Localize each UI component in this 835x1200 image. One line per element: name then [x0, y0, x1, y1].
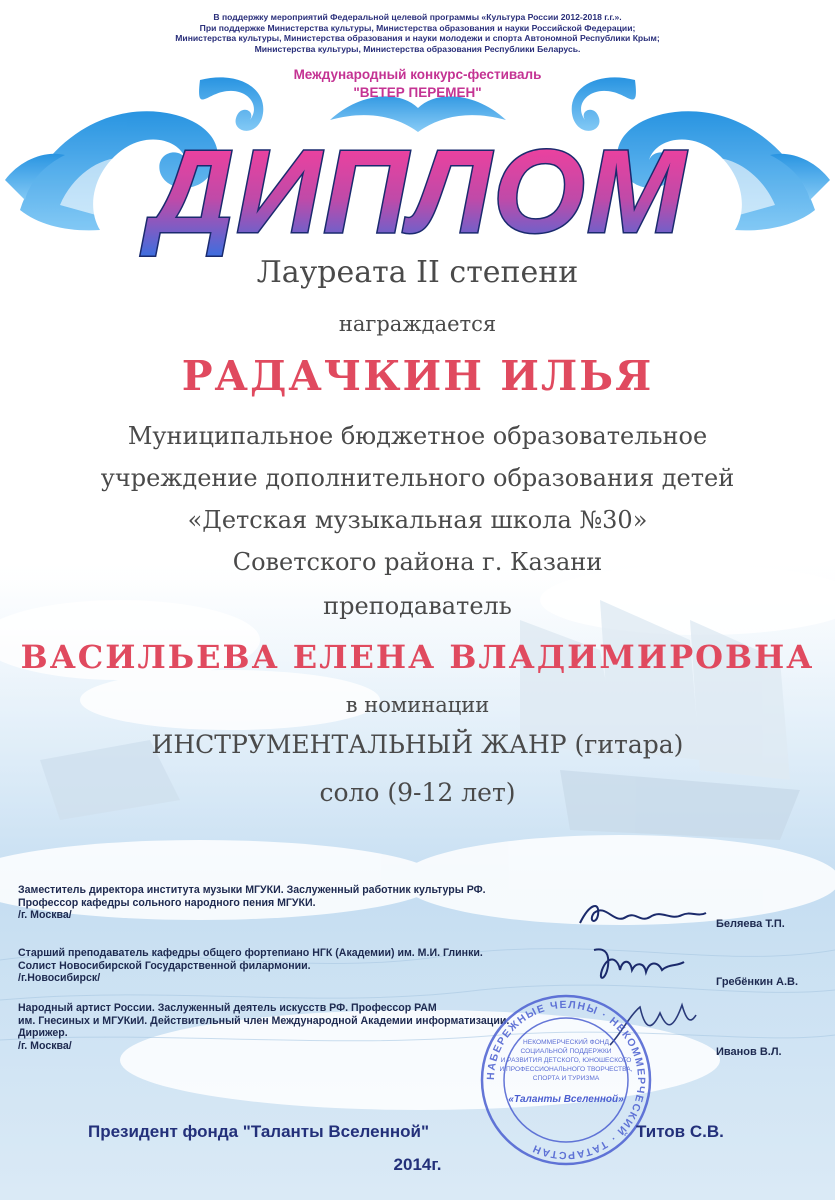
- signatory-1-title: [18, 884, 578, 922]
- signatory-3-name: Иванов В.Л.: [716, 1046, 782, 1058]
- institution-line: Советского района г. Казани: [232, 548, 603, 576]
- stamp-name: «Таланты Вселенной»: [508, 1094, 624, 1105]
- signatory-line: /г.Новосибирск/: [18, 972, 101, 985]
- signatory-2-title: [18, 947, 578, 985]
- institution-line: Муниципальное бюджетное образовательное: [127, 422, 708, 450]
- nomination: ИНСТРУМЕНТАЛЬНЫЙ ЖАНР (гитара): [151, 730, 684, 759]
- signatory-line: Дирижер.: [18, 1027, 68, 1040]
- support-lines: [100, 12, 735, 54]
- recipient-name: РАДАЧКИН ИЛЬЯ: [181, 352, 654, 400]
- signatory-line: им. Гнесиных и МГУКиИ. Действительный член Международной Академии информатизации.: [18, 1014, 510, 1027]
- award-degree: Лауреата II степени: [256, 255, 579, 290]
- nomination-label: в номинации: [345, 693, 490, 717]
- year: 2014г.: [393, 1155, 442, 1174]
- signatory-line: Старший преподаватель кафедры общего фортепиано НГК (Академии) им. М.И. Глинки.: [18, 947, 483, 959]
- support-line: Министерства культуры, Министерства образования Республики Беларусь.: [254, 43, 581, 54]
- signature-2: [588, 940, 688, 990]
- signature-1: [570, 895, 710, 935]
- president-label: Президент фонда "Таланты Вселенной": [88, 1122, 430, 1141]
- support-line: При поддержке Министерства культуры, Министерства образования и науки Российской Федерации;: [199, 22, 636, 33]
- teacher-label: преподаватель: [323, 592, 512, 620]
- support-line: В поддержку мероприятий Федеральной целевой программы «Культура России 2012-2018 г.г.».: [213, 12, 622, 22]
- stamp-line: НЕКОММЕРЧЕСКИЙ ФОНД: [523, 1039, 609, 1046]
- official-stamp: [478, 992, 654, 1168]
- signatory-line: Солист Новосибирской Государственной филармонии.: [18, 959, 311, 972]
- support-line: Министерства культуры, Министерства образования и науки молодежи и спорта Автономной Республики Крым;: [175, 33, 660, 44]
- diploma-title: ДИПЛОМ: [148, 126, 688, 258]
- stamp-line: СОЦИАЛЬНОЙ ПОДДЕРЖКИ: [520, 1048, 612, 1055]
- festival-line-1: Международный конкурс-фестиваль: [293, 67, 542, 82]
- awarded-label: награждается: [338, 312, 497, 336]
- signatory-2-name: Гребёнкин А.В.: [716, 976, 799, 988]
- signatory-line: Народный артист России. Заслуженный деятель искусств РФ. Профессор РАМ: [18, 1002, 437, 1014]
- festival-name: [0, 66, 835, 102]
- stamp-line: И ПРОФЕССИОНАЛЬНОГО ТВОРЧЕСТВА,: [499, 1066, 633, 1073]
- teacher-name: ВАСИЛЬЕВА ЕЛЕНА ВЛАДИМИРОВНА: [20, 638, 815, 676]
- president-name: Титов С.В.: [636, 1122, 724, 1141]
- signatory-line: /г. Москва/: [18, 909, 72, 922]
- stamp-line: СПОРТА И ТУРИЗМА: [532, 1075, 600, 1082]
- signatory-1-name: Беляева Т.П.: [716, 918, 785, 930]
- institution-line: учреждение дополнительного образования детей: [100, 464, 735, 492]
- stamp-outer-text: НАБЕРЕЖНЫЕ ЧЕЛНЫ · НЕКОММЕРЧЕСКИЙ · ТАТАРСТАН: [484, 998, 648, 1162]
- age-category: соло (9-12 лет): [319, 778, 516, 807]
- signatory-line: Профессор кафедры сольного народного пения МГУКИ.: [18, 896, 316, 909]
- signatory-line: /г. Москва/: [18, 1039, 72, 1052]
- institution-line: «Детская музыкальная школа №30»: [187, 506, 648, 534]
- festival-line-2: "ВЕТЕР ПЕРЕМЕН": [353, 85, 482, 100]
- signatory-line: Заместитель директора института музыки МГУКИ. Заслуженный работник культуры РФ.: [18, 884, 486, 896]
- stamp-line: И РАЗВИТИЯ ДЕТСКОГО, ЮНОШЕСКОГО: [500, 1057, 632, 1064]
